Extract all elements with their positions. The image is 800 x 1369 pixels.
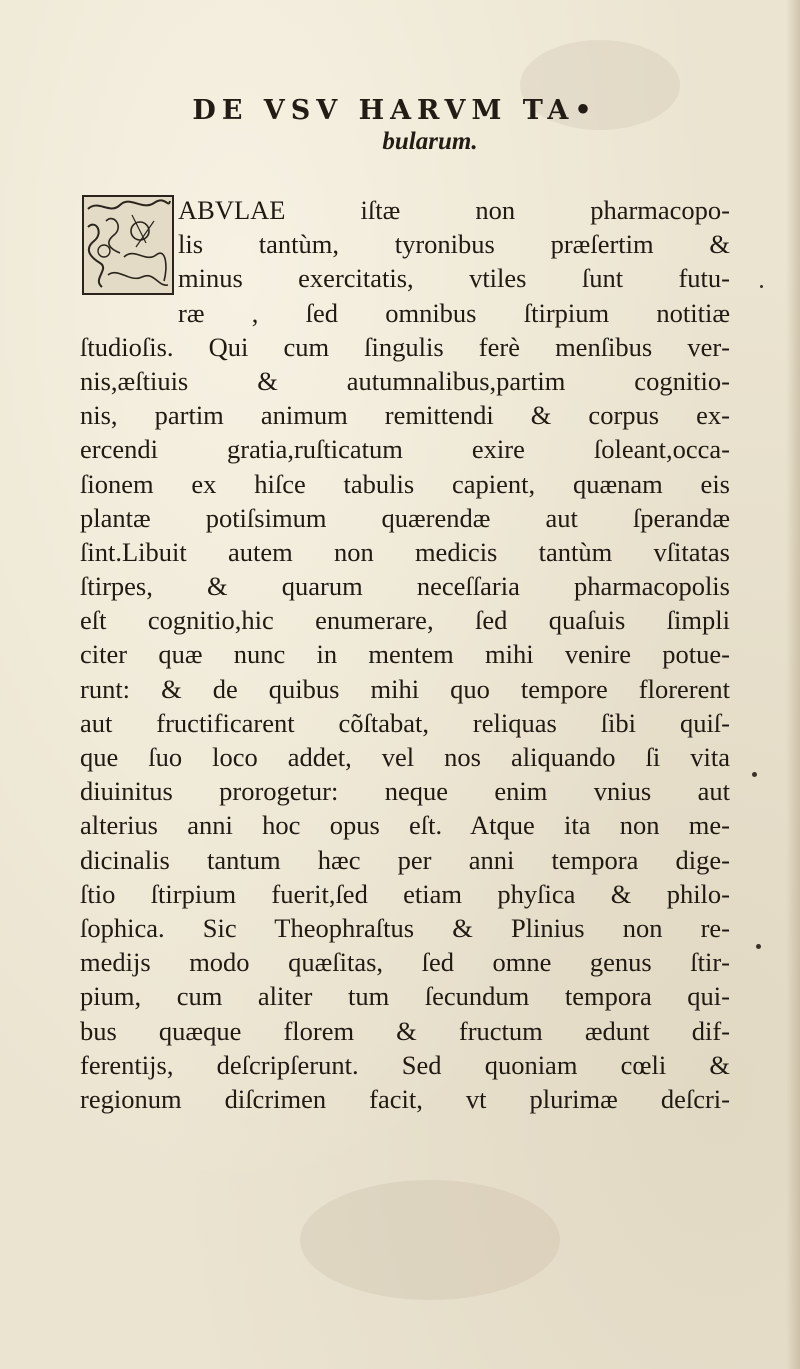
text-line: ſionem ex hiſce tabulis capient, quænam eis [80, 468, 730, 499]
text-line: eſt cognitio,hic enumerare, ſed quaſuis ſimpli [80, 605, 730, 636]
text-line: ſtirpes, & quarum neceſſaria pharmacopolis [80, 571, 730, 602]
text-line: ſophica. Sic Theophraſtus & Plinius non re‐ [80, 912, 730, 943]
text-line: pium, cum aliter tum ſecundum tempora qui‐ [80, 981, 730, 1012]
text-line: ræ , ſed omnibus ſtirpium notitiæ [178, 297, 730, 328]
text-line: nis,æſtiuis & autumnalibus,partim cognitio‐ [80, 365, 730, 396]
text-line: que ſuo loco addet, vel nos aliquando ſi vita [80, 742, 730, 772]
text-line: ABVLAE iſtæ non pharmacopo‐ [178, 195, 730, 225]
page-header [0, 95, 800, 156]
text-line: dicinalis tantum hæc per anni tempora dige‐ [80, 844, 730, 875]
text-line: nis, partim animum remittendi & corpus ex‐ [80, 400, 730, 431]
body-text [80, 193, 730, 1116]
text-line: medijs modo quæſitas, ſed omne genus ſtir‐ [80, 947, 730, 978]
running-subtitle: bularum. [382, 128, 478, 155]
running-title: DE VSV HARVM TA• [192, 95, 598, 126]
text-line: runt: & de quibus mihi quo tempore florerent [80, 673, 730, 704]
text-line: citer quæ nunc in mentem mihi venire potue‐ [80, 639, 730, 670]
text-line: ſtudioſis. Qui cum ſingulis ferè menſibus ver‐ [80, 331, 730, 362]
text-line: alterius anni hoc opus eſt. Atque ita non me- [80, 810, 730, 841]
margin-speck [760, 285, 763, 288]
text-line: bus quæque florem & fructum ædunt dif‐ [80, 1015, 730, 1046]
text-line: ferentijs, deſcripſerunt. Sed quoniam cœli & [80, 1049, 730, 1080]
text-line: minus exercitatis, vtiles ſunt futu‐ [178, 263, 730, 294]
text-line: ſtio ſtirpium fuerit,ſed etiam phyſica & philo‐ [80, 878, 730, 909]
text-line: ercendi gratia,ruſticatum exire ſoleant,occa‐ [80, 434, 730, 465]
text-line: ſint.Libuit autem non medicis tantùm vſitatas [80, 536, 730, 567]
text-line: diuinitus prorogetur: neque enim vnius aut [80, 776, 730, 807]
text-line: regionum diſcrimen facit, vt plurimæ deſcri‐ [80, 1083, 730, 1114]
text-line: lis tantùm, tyronibus præſertim & [178, 229, 730, 260]
margin-speck [756, 944, 761, 949]
page-edge-shadow [786, 0, 800, 1369]
paper-stain [300, 1180, 560, 1300]
text-line: plantæ potiſsimum quærendæ aut ſperandæ [80, 502, 730, 533]
text-line: aut fructificarent cõſtabat, reliquas ſibi quiſ‐ [80, 707, 730, 738]
margin-speck [752, 772, 757, 777]
